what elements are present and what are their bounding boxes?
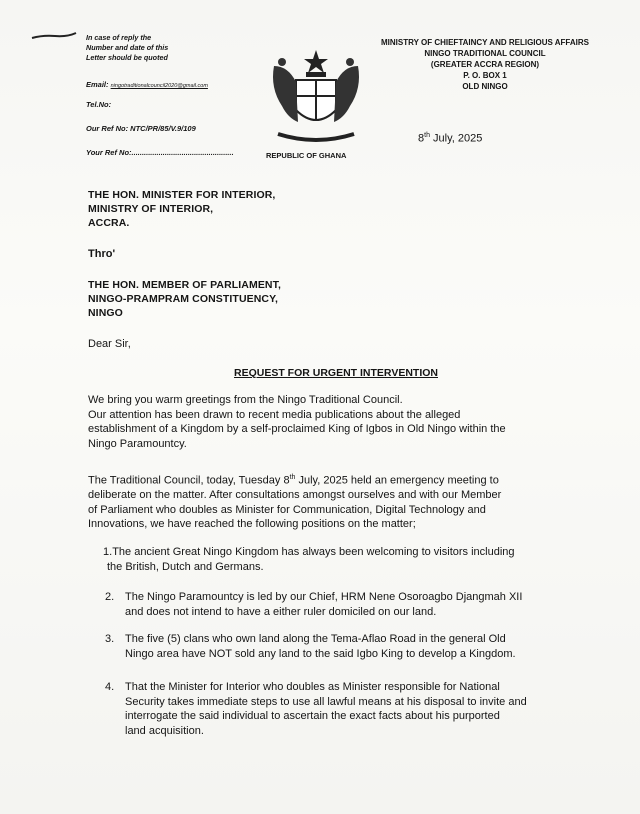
list-item-line: land acquisition. [125,724,204,737]
list-item-line: 1.The ancient Great Ningo Kingdom has always been welcoming to visitors including [103,546,515,558]
your-ref: Your Ref No:................................................. [86,148,234,157]
position-point-4 [105,680,595,738]
paragraph-line: We bring you warm greetings from the Ningo Traditional Council. [88,394,403,406]
addressee-line: ACCRA. [88,217,130,229]
paragraph-line: The Traditional Council, today, Tuesday 8th July, 2025 held an emergency meeting to [88,474,499,487]
paragraph-line: Our attention has been drawn to recent media publications about the alleged [88,408,461,421]
via-block [88,278,281,320]
paragraph-greeting [88,393,588,451]
ministry-line: MINISTRY OF CHIEFTAINCY AND RELIGIOUS AFFAIRS [380,38,589,47]
list-number: 3. [105,633,115,645]
via-line: NINGO [88,307,123,319]
paragraph-line: Ningo Paramountcy. [88,437,187,450]
ministry-block [360,37,610,92]
paragraph-line: establishment of a Kingdom by a self-proclaimed King of Igbos in Old Ningo within the [88,423,506,435]
list-number: 2. [105,591,115,603]
paragraph-line: of Parliament who doubles as Minister for Communication, Digital Technology and [88,503,486,516]
list-item-line: Security takes immediate steps to use all lawful means at his disposal to invite and [125,695,527,708]
ministry-line: (GREATER ACCRA REGION) [430,60,540,69]
list-item-line: The five (5) clans who own land along the Tema-Aflao Road in the general Old [125,633,506,645]
paragraph-meeting [88,471,588,532]
list-item-line: The Ningo Paramountcy is led by our Chief, HRM Nene Osoroagbo Djangmah XII [125,591,523,603]
addressee-line: THE HON. MINISTER FOR INTERIOR, [88,189,276,201]
thro-label: Thro' [88,248,116,260]
list-item-line: the British, Dutch and Germans. [107,560,264,573]
addressee-line: MINISTRY OF INTERIOR, [88,203,214,215]
reply-note-line: Letter should be quoted [86,53,168,62]
email-label: Email: [86,80,109,89]
list-item-line: Ningo area have NOT sold any land to the said Igbo King to develop a Kingdom. [125,647,516,660]
addressee-block [88,188,275,230]
salutation: Dear Sir, [88,338,131,350]
list-number: 1. [103,546,113,558]
position-point-1 [103,545,593,574]
email-value[interactable]: ningotraditionalcouncil2020@gmail.com [110,83,208,89]
paragraph-line: Innovations, we have reached the following positions on the matter; [88,518,416,531]
republic-label: REPUBLIC OF GHANA [266,151,347,160]
tel-label: Tel.No: [86,100,112,109]
ministry-line: P. O. BOX 1 [463,71,507,80]
reply-note-line: In case of reply the [86,33,152,42]
list-item-line: That the Minister for Interior who doubles as Minister responsible for National [125,681,500,693]
email-line [86,80,208,89]
via-line: THE HON. MEMBER OF PARLIAMENT, [88,279,281,291]
list-item-line: interrogate the said individual to ascertain the exact facts about his purported [125,710,500,722]
reply-note [86,33,168,63]
letter-date: 8th July, 2025 [418,132,483,145]
via-line: NINGO-PRAMPRAM CONSTITUENCY, [88,293,279,305]
position-point-2 [105,590,595,619]
pen-mark [31,31,77,41]
list-item-line: and does not intend to have a either ruler domiciled on our land. [125,605,437,618]
position-point-3 [105,632,595,661]
coat-of-arms-emblem [268,48,364,148]
letter-subject: REQUEST FOR URGENT INTERVENTION [234,367,438,379]
ministry-line: OLD NINGO [462,82,508,91]
our-ref: Our Ref No: NTC/PR/85/V.9/109 [86,124,196,133]
reply-note-line: Number and date of this [86,43,169,52]
list-number: 4. [105,681,115,693]
ministry-line: NINGO TRADITIONAL COUNCIL [424,49,546,58]
paragraph-line: deliberate on the matter. After consultations amongst ourselves and with our Member [88,489,502,502]
